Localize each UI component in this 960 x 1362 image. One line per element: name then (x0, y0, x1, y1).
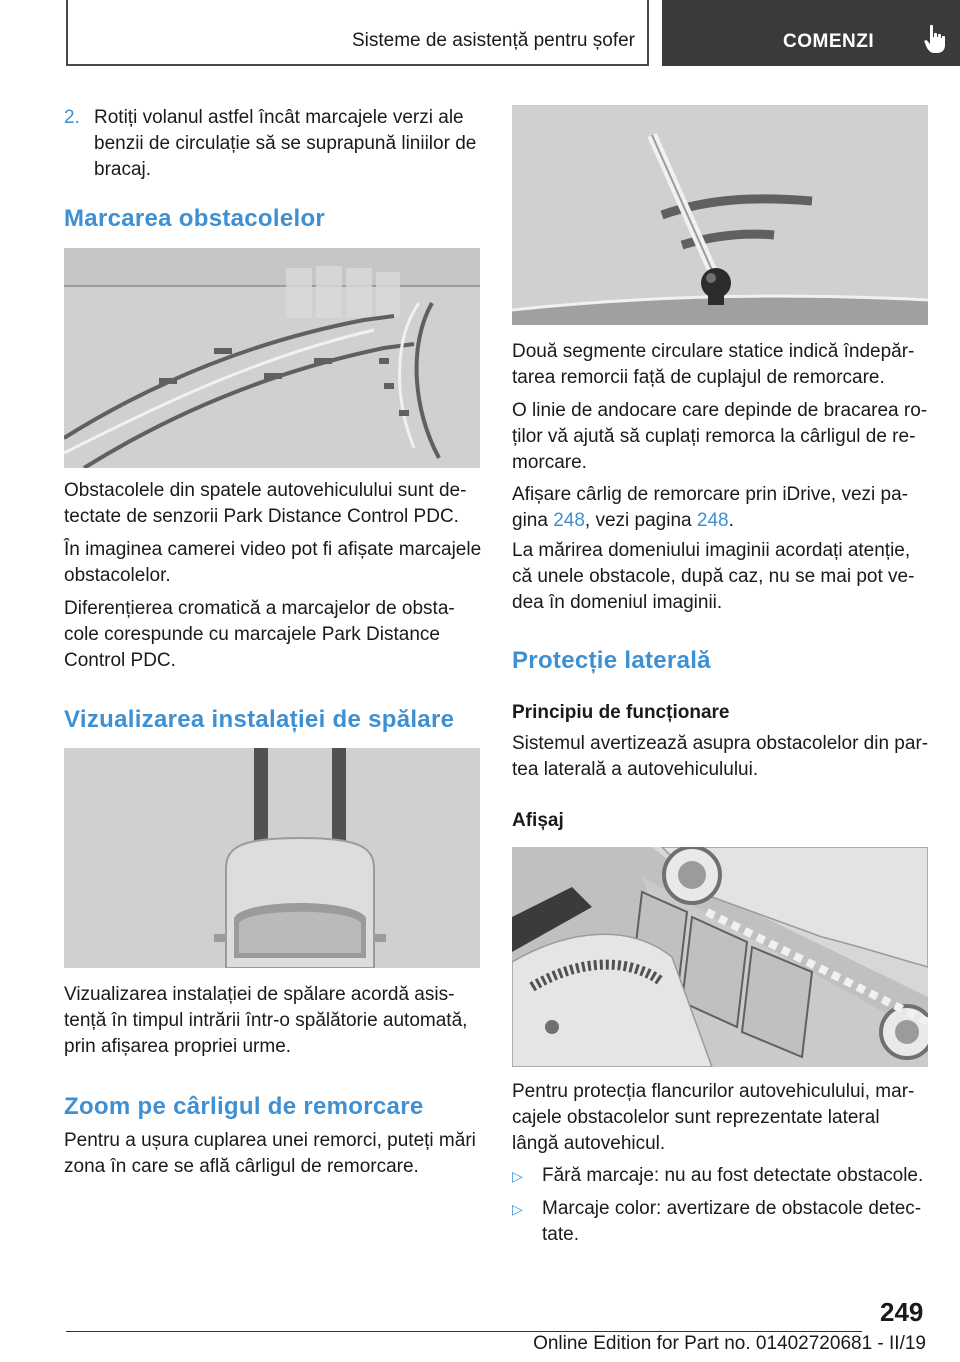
bullet-text: tate. (542, 1224, 579, 1245)
heading-hitch-zoom: Zoom pe cârligul de remorcare (64, 1093, 424, 1120)
text-line: cole corespunde cu marcajele Park Distance (64, 624, 440, 645)
text-line: . (728, 510, 734, 531)
bullet-text: Fără marcaje: nu au fost detectate obstacole. (542, 1165, 924, 1186)
edition-text: Online Edition for Part no. 01402720681 - II/19 (533, 1333, 926, 1354)
triangle-bullet-icon: ▷ (512, 1168, 523, 1184)
page-ref-link[interactable]: 248 (553, 510, 585, 531)
heading-side-protection: Protecție laterală (512, 647, 711, 674)
bullet-item (512, 1163, 937, 1189)
text-line: O linie de andocare care depinde de bracarea ro- (512, 400, 928, 421)
step-2 (64, 105, 484, 185)
bullet-item (512, 1196, 937, 1248)
triangle-bullet-icon: ▷ (512, 1201, 523, 1217)
heading-wash-view: Vizualizarea instalației de spălare (64, 706, 455, 733)
text-line: că unele obstacole, după caz, nu se mai pot ve- (512, 566, 915, 587)
step-text-line: Rotiți volanul astfel încât marcajele verzi ale (94, 107, 464, 128)
paragraph (512, 731, 932, 783)
page-number: 249 (880, 1297, 924, 1327)
text-line: tarea remorcii față de cuplajul de remorcare. (512, 367, 885, 388)
step-number: 2. (64, 107, 80, 128)
header-section-box (66, 0, 649, 66)
text-line: tectate de senzorii Park Distance Control PDC. (64, 506, 459, 527)
step-text-line: benzii de circulație să se suprapună liniilor de (94, 133, 477, 154)
tow-hitch-illustration (512, 105, 928, 325)
chapter-tab-label: COMENZI (783, 31, 875, 52)
step-text-line: bracaj. (94, 159, 152, 180)
paragraph (64, 478, 482, 530)
wash-view-figure (64, 748, 480, 968)
text-line: tență în timpul intrării într-o spălătorie automată, (64, 1010, 468, 1031)
page-ref-link[interactable]: 248 (696, 510, 729, 531)
paragraph (512, 538, 932, 616)
text-line: În imaginea camerei video pot fi afișate marcajele (64, 539, 482, 560)
text-line: La mărirea domeniului imaginii acordați atenție, (512, 540, 911, 561)
text-line: cajele obstacolelor sunt reprezentate lateral (512, 1107, 880, 1128)
obstacle-marking-figure (64, 248, 480, 468)
car-wash-illustration (64, 748, 480, 968)
paragraph (512, 398, 932, 476)
hand-pointer-icon (924, 24, 946, 54)
paragraph (512, 339, 932, 391)
text-line: Obstacolele din spatele autovehiculului sunt de- (64, 480, 467, 501)
heading-principle: Principiu de funcționare (512, 702, 730, 723)
heading-obstacle-marking: Marcarea obstacolelor (64, 205, 326, 232)
side-protection-figure (512, 847, 928, 1067)
paragraph (64, 596, 482, 674)
text-line: Două segmente circulare statice indică îndepăr- (512, 341, 915, 362)
text-line: Pentru a ușura cuplarea unei remorci, puteți mări (64, 1130, 476, 1151)
bullet-text: Marcaje color: avertizare de obstacole detec- (542, 1198, 922, 1219)
footer-divider (66, 1331, 862, 1332)
text-line: Diferențierea cromatică a marcajelor de obsta- (64, 598, 455, 619)
text-line: , vezi pagina (584, 510, 697, 531)
text-line: Pentru protecția flancurilor autovehiculului, mar- (512, 1081, 915, 1102)
paragraph (512, 482, 932, 534)
text-line: gina (512, 510, 554, 531)
side-protection-illustration (512, 847, 928, 1067)
section-title: Sisteme de asistență pentru șofer (351, 30, 635, 51)
paragraph (512, 1079, 932, 1157)
paragraph (64, 537, 494, 589)
text-line: morcare. (512, 452, 587, 473)
bullet-text-block (542, 1196, 937, 1248)
text-line: Vizualizarea instalației de spălare acordă asis- (64, 984, 455, 1005)
obstacle-marking-illustration (64, 248, 480, 468)
text-line: tea laterală a autovehiculului. (512, 759, 759, 780)
text-line: prin afișarea propriei urme. (64, 1036, 292, 1057)
paragraph (64, 982, 482, 1060)
text-line: lângă autovehicul. (512, 1133, 666, 1154)
text-line: zona în care se află cârligul de remorcare. (64, 1156, 419, 1177)
chapter-tab[interactable] (662, 0, 960, 66)
heading-display: Afișaj (512, 810, 564, 831)
text-line: dea în domeniul imaginii. (512, 592, 723, 613)
paragraph (64, 1128, 494, 1180)
text-line: ților vă ajută să cuplați remorca la cârligul de re- (512, 426, 916, 447)
text-line: Afișare cârlig de remorcare prin iDrive, vezi pa- (512, 484, 908, 505)
text-line: Control PDC. (64, 650, 176, 671)
hitch-zoom-figure (512, 105, 928, 325)
text-line: obstacolelor. (64, 565, 171, 586)
text-line: Sistemul avertizează asupra obstacolelor din par- (512, 733, 929, 754)
